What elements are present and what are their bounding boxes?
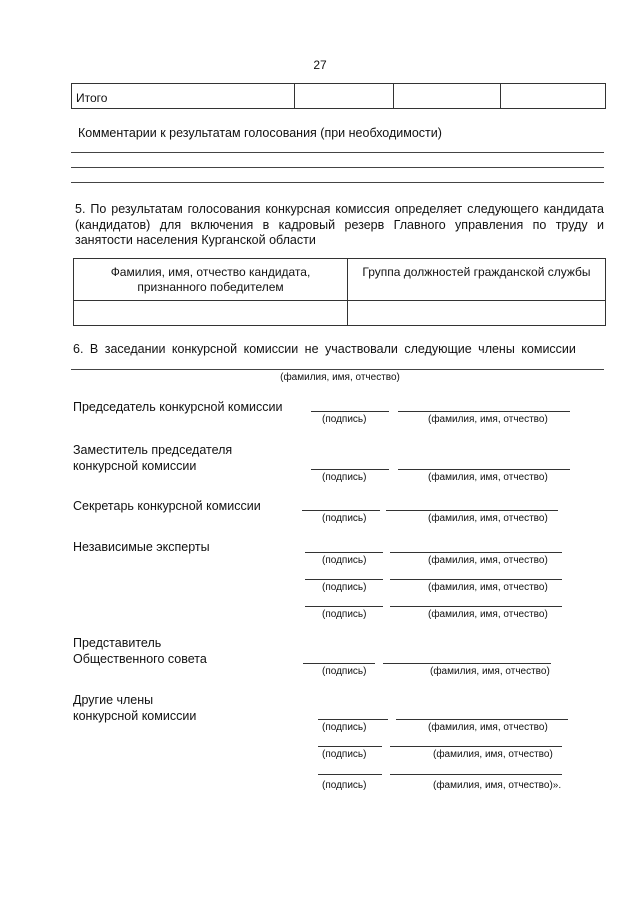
signature-line bbox=[305, 579, 383, 580]
fio-line bbox=[383, 663, 551, 664]
fio-line bbox=[390, 606, 562, 607]
comment-line-1 bbox=[71, 152, 604, 153]
comment-label: Комментарии к результатам голосования (при необходимости) bbox=[78, 126, 442, 140]
role-deputy-line2: конкурсной комиссии bbox=[73, 458, 197, 473]
fio-line bbox=[398, 469, 570, 470]
role-deputy-line1: Заместитель председателя bbox=[73, 443, 233, 457]
fio-caption: (фамилия, имя, отчество) bbox=[433, 749, 553, 760]
position-group-header: Группа должностей гражданской службы bbox=[362, 265, 591, 279]
signature-caption: (подпись) bbox=[322, 472, 367, 483]
signature-caption: (подпись) bbox=[322, 722, 367, 733]
role-secretary: Секретарь конкурсной комиссии bbox=[73, 499, 261, 513]
comment-line-3 bbox=[71, 182, 604, 183]
signature-line bbox=[302, 510, 380, 511]
position-group-cell bbox=[348, 301, 605, 325]
fio-line bbox=[398, 411, 570, 412]
signature-caption: (подпись) bbox=[322, 582, 367, 593]
comment-line-2 bbox=[71, 167, 604, 168]
role-public-council bbox=[73, 636, 207, 667]
role-deputy-chairman bbox=[73, 443, 232, 474]
signature-line bbox=[311, 469, 389, 470]
fio-caption: (фамилия, имя, отчество) bbox=[430, 666, 550, 677]
role-independent-experts: Независимые эксперты bbox=[73, 540, 210, 554]
fio-caption-closing: (фамилия, имя, отчество)». bbox=[433, 780, 562, 791]
role-public-line1: Представитель bbox=[73, 636, 162, 650]
total-label: Итого bbox=[72, 84, 295, 108]
fio-line bbox=[390, 552, 562, 553]
role-other-members bbox=[73, 693, 196, 724]
signature-caption: (подпись) bbox=[322, 666, 367, 677]
candidate-name-header-line2: признанного победителем bbox=[137, 280, 284, 294]
total-table bbox=[71, 83, 606, 109]
fio-caption: (фамилия, имя, отчество) bbox=[428, 414, 548, 425]
total-cell-3 bbox=[501, 84, 605, 108]
fio-line bbox=[390, 746, 562, 747]
fio-line bbox=[390, 774, 562, 775]
signature-caption: (подпись) bbox=[322, 414, 367, 425]
fio-caption: (фамилия, имя, отчество) bbox=[428, 555, 548, 566]
absent-members-line bbox=[71, 369, 604, 370]
fio-caption: (фамилия, имя, отчество) bbox=[428, 582, 548, 593]
fio-caption: (фамилия, имя, отчество) bbox=[428, 513, 548, 524]
paragraph-5: 5. По результатам голосования конкурсная комиссия определяет следующего кандидата (кандидатов) для включения в кадровый резерв Главного управления по труду и занятости населения Курганской области bbox=[75, 202, 604, 247]
candidate-name-header-line1: Фамилия, имя, отчество кандидата, bbox=[110, 265, 311, 279]
role-others-line2: конкурсной комиссии bbox=[73, 708, 197, 723]
signature-line bbox=[303, 663, 375, 664]
role-others-line1: Другие члены bbox=[73, 693, 154, 707]
signature-caption: (подпись) bbox=[322, 749, 367, 760]
candidate-name-cell bbox=[74, 301, 348, 325]
fio-caption: (фамилия, имя, отчество) bbox=[428, 722, 548, 733]
signature-line bbox=[318, 746, 382, 747]
candidate-table-header bbox=[74, 259, 605, 301]
role-public-line2: Общественного совета bbox=[73, 651, 207, 666]
fio-line bbox=[390, 579, 562, 580]
signature-line bbox=[311, 411, 389, 412]
signature-line bbox=[305, 552, 383, 553]
role-chairman: Председатель конкурсной комиссии bbox=[73, 400, 283, 414]
signature-line bbox=[318, 719, 388, 720]
candidate-name-header bbox=[74, 259, 348, 300]
fio-caption: (фамилия, имя, отчество) bbox=[428, 472, 548, 483]
signature-line bbox=[305, 606, 383, 607]
signature-line bbox=[318, 774, 382, 775]
total-cell-2 bbox=[394, 84, 501, 108]
fio-line bbox=[396, 719, 568, 720]
fio-line bbox=[386, 510, 558, 511]
total-cell-1 bbox=[295, 84, 394, 108]
candidate-table bbox=[73, 258, 606, 326]
absent-members-caption-text: (фамилия, имя, отчество) bbox=[280, 372, 400, 383]
candidate-table-row bbox=[74, 301, 605, 325]
signature-caption: (подпись) bbox=[322, 780, 367, 791]
signature-caption: (подпись) bbox=[322, 555, 367, 566]
signature-caption: (подпись) bbox=[322, 513, 367, 524]
paragraph-6: 6. В заседании конкурсной комиссии не участвовали следующие члены комиссии bbox=[73, 342, 576, 356]
page-number: 27 bbox=[313, 58, 327, 72]
absent-members-caption bbox=[0, 372, 640, 383]
fio-caption: (фамилия, имя, отчество) bbox=[428, 609, 548, 620]
signature-caption: (подпись) bbox=[322, 609, 367, 620]
